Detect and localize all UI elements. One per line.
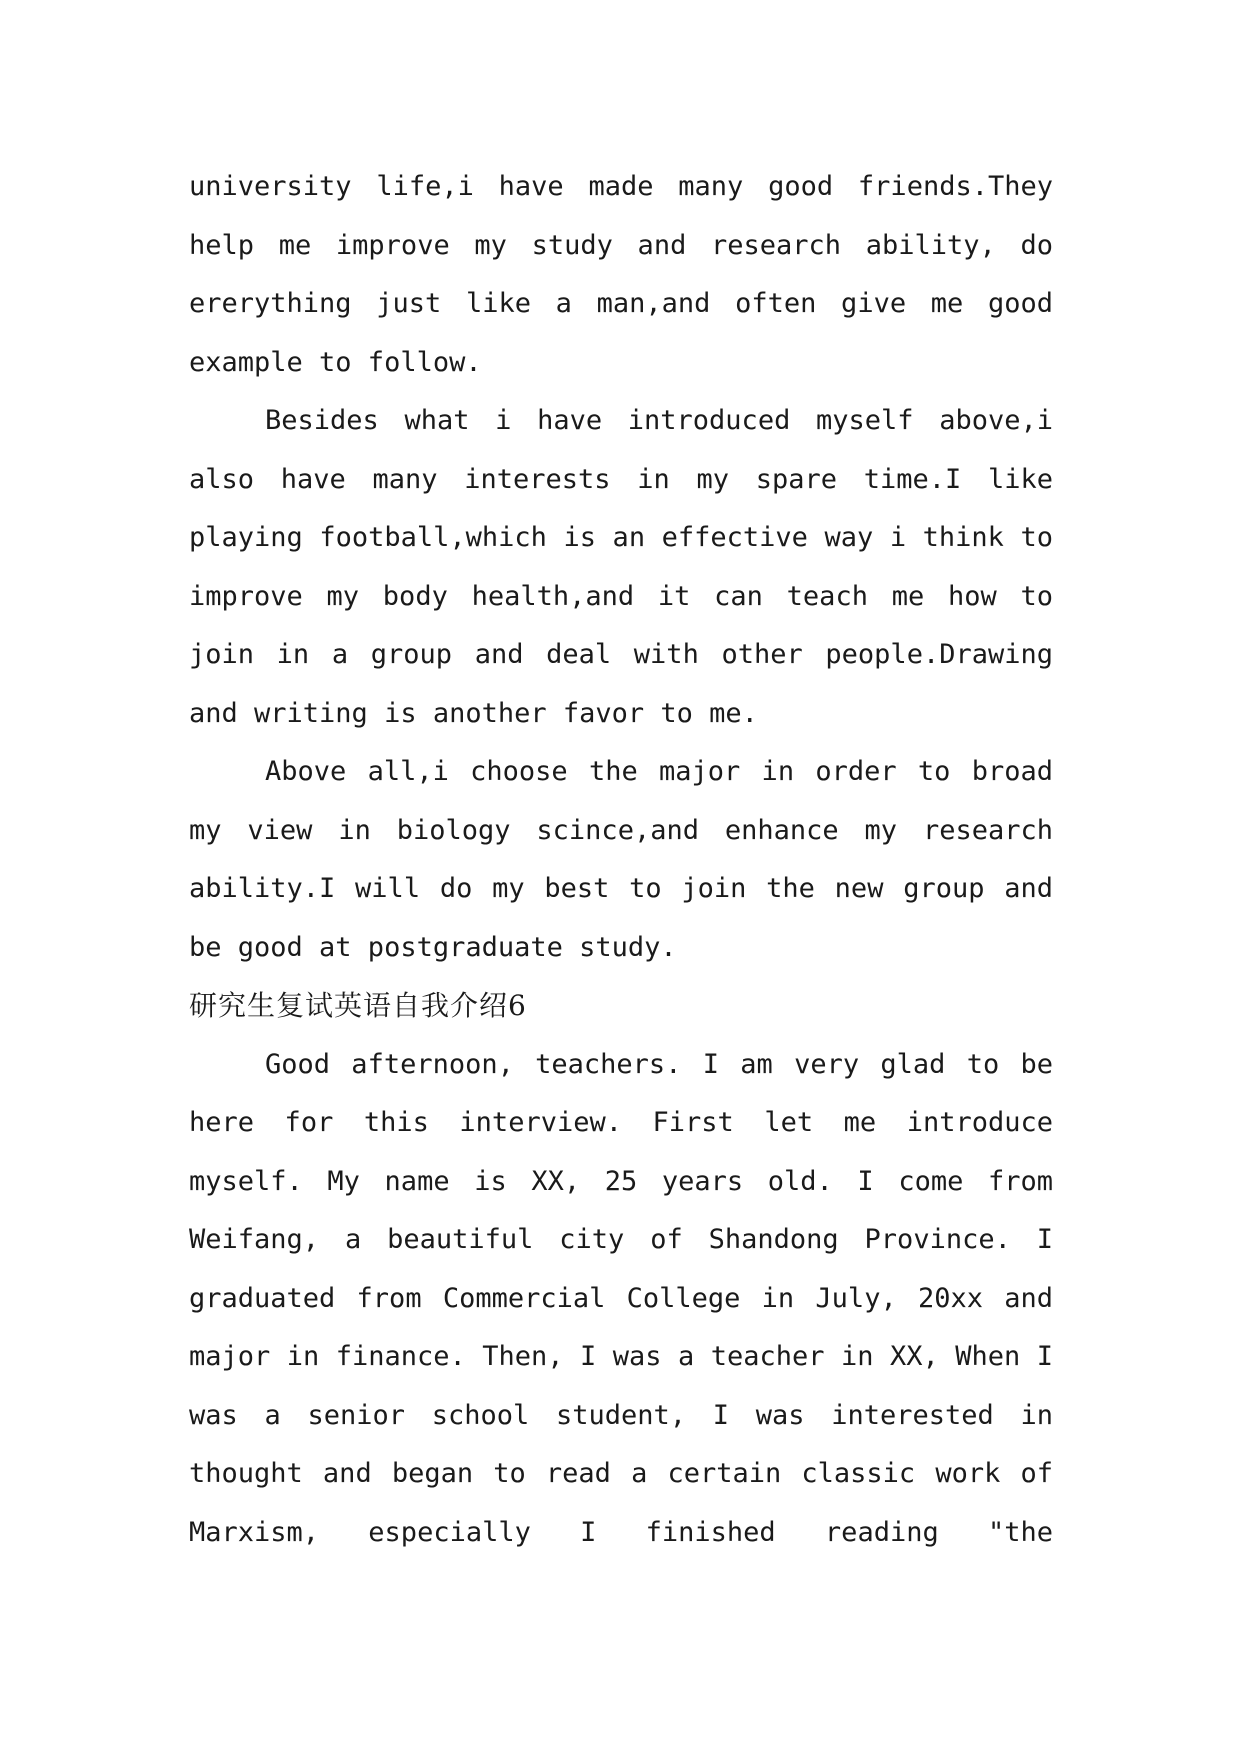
paragraph-self-introduction: Good afternoon, teachers. I am very glad to be here for this interview. First let me introduce myself. My name is XX, 25 years old. I come from Weifang, a beautiful city of Shandong Province. I graduated from Commercial College in July, 20xx and major in finance. Then, I was a teacher in XX, When I was a senior school student, I was interested in thought and began to read a certain classic work of Marxism, especially I finished reading "the	[189, 1048, 1053, 1548]
paragraph-above-all: Above all,i choose the major in order to broad my view in biology scince,and enhance my research ability.I will do my best to join the new group and be good at postgraduate study.	[189, 756, 1053, 963]
document-body	[189, 158, 1053, 1562]
paragraph-interests: Besides what i have introduced myself above,i also have many interests in my spare time.I like playing football,which is an effective way i think to improve my body health,and it can teach me how to join in a group and deal with other people.Drawing and writing is another favor to me.	[189, 405, 1053, 729]
paragraph-university-life: university life,i have made many good friends.They help me improve my study and research ability, do ererything just like a man,and often give me good example to follow.	[189, 171, 1053, 378]
section-heading: 研究生复试英语自我介绍6	[189, 989, 527, 1022]
